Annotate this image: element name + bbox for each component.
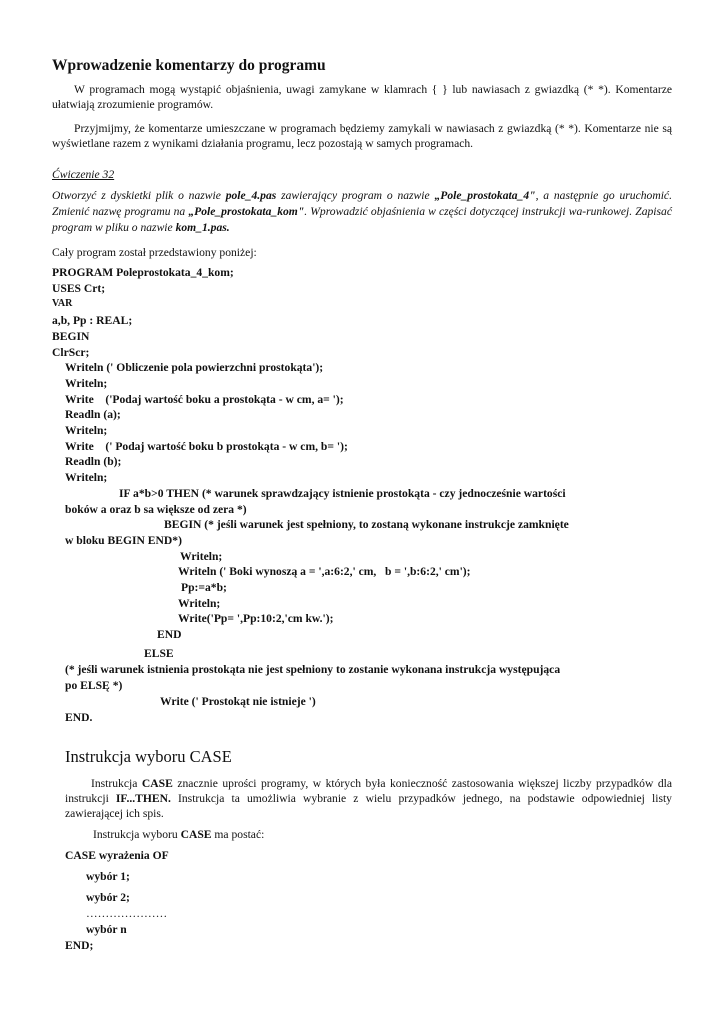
paragraph: Instrukcja CASE znacznie uprości programy, w których była konieczność zastosowania większej liczby przypadków dla instrukcji IF...THEN. Instrukcja ta umożliwia wybranie z wielu przypadków jednego, na podstawie odpowiedniej listy zawierającej ich spis. xyxy=(65,777,672,820)
code-line: Writeln; xyxy=(178,597,221,610)
intro-line: Cały program został przedstawiony poniżej: xyxy=(52,246,257,259)
code-line: Write (' Prostokąt nie istnieje ') xyxy=(160,695,316,708)
case-line: wybór n xyxy=(86,923,127,936)
code-line: po ELSĘ *) xyxy=(65,679,123,692)
code-line: Writeln; xyxy=(180,550,223,563)
section-title: Wprowadzenie komentarzy do programu xyxy=(52,57,326,74)
code-line: BEGIN (* jeśli warunek jest spełniony, to zostaną wykonane instrukcje zamknięte xyxy=(164,518,569,531)
code-line: Writeln; xyxy=(65,377,108,390)
code-line: PROGRAM Poleprostokata_4_kom; xyxy=(52,266,234,279)
case-line: wybór 2; xyxy=(86,891,130,904)
case-line: ………………… xyxy=(86,907,168,920)
code-line: Write('Pp= ',Pp:10:2,'cm kw.'); xyxy=(178,612,334,625)
code-line: w bloku BEGIN END*) xyxy=(65,534,182,547)
code-line: IF a*b>0 THEN (* warunek sprawdzający istnienie prostokąta - czy jednocześnie wartości xyxy=(119,487,566,500)
code-line: Readln (a); xyxy=(65,408,121,421)
code-line: (* jeśli warunek istnienia prostokąta nie jest spełniony to zostanie wykonana instrukcja występująca xyxy=(65,663,561,676)
code-line: Writeln (' Obliczenie pola powierzchni prostokąta'); xyxy=(65,361,324,374)
code-line: Writeln (' Boki wynoszą a = ',a:6:2,' cm, b = ',b:6:2,' cm'); xyxy=(178,565,471,578)
code-line: BEGIN xyxy=(52,330,90,343)
code-line: a,b, Pp : REAL; xyxy=(52,314,133,327)
code-line: Writeln; xyxy=(65,471,108,484)
code-line: Write (' Podaj wartość boku b prostokąta - w cm, b= '); xyxy=(65,440,348,453)
paragraph: Instrukcja wyboru CASE ma postać: xyxy=(93,828,265,841)
code-line: Pp:=a*b; xyxy=(181,581,227,594)
code-line: USES Crt; xyxy=(52,282,106,295)
paragraph: W programach mogą wystąpić objaśnienia, uwagi zamykane w klamrach { } lub nawiasach z gwiazdką (* *). Komentarze ułatwiają zrozumienie programów. xyxy=(52,83,672,111)
code-line: VAR xyxy=(52,298,73,309)
code-line: ClrScr; xyxy=(52,346,90,359)
code-line: END xyxy=(157,628,182,641)
case-line: wybór 1; xyxy=(86,870,130,883)
exercise-text: Otworzyć z dyskietki plik o nazwie pole_4.pas zawierający program o nazwie „Pole_prostokata_4", a następnie go uruchomić. Zmienić nazwę programu na „Pole_prostokata_kom". Wprowadzić objaśnienia w części dotyczącej instrukcji wa-runkowej. Zapisać program w pliku o nazwie kom_1.pas. xyxy=(52,189,672,234)
case-line: END; xyxy=(65,939,94,952)
case-line: CASE wyrażenia OF xyxy=(65,849,169,862)
paragraph: Przyjmijmy, że komentarze umieszczane w programach będziemy zamykali w nawiasach z gwiazdką (* *). Komentarze nie są wyświetlane razem z wynikami działania programu, lecz pozostają w samych programach. xyxy=(52,122,672,150)
code-line: boków a oraz b sa większe od zera *) xyxy=(65,503,247,516)
code-line: Readln (b); xyxy=(65,455,122,468)
code-line: ELSE xyxy=(144,647,174,660)
code-line: Writeln; xyxy=(65,424,108,437)
exercise-heading: Ćwiczenie 32 xyxy=(52,168,115,181)
section-title: Instrukcja wyboru CASE xyxy=(65,747,232,766)
code-line: END. xyxy=(65,711,93,724)
code-line: Write ('Podaj wartość boku a prostokąta - w cm, a= '); xyxy=(65,393,344,406)
